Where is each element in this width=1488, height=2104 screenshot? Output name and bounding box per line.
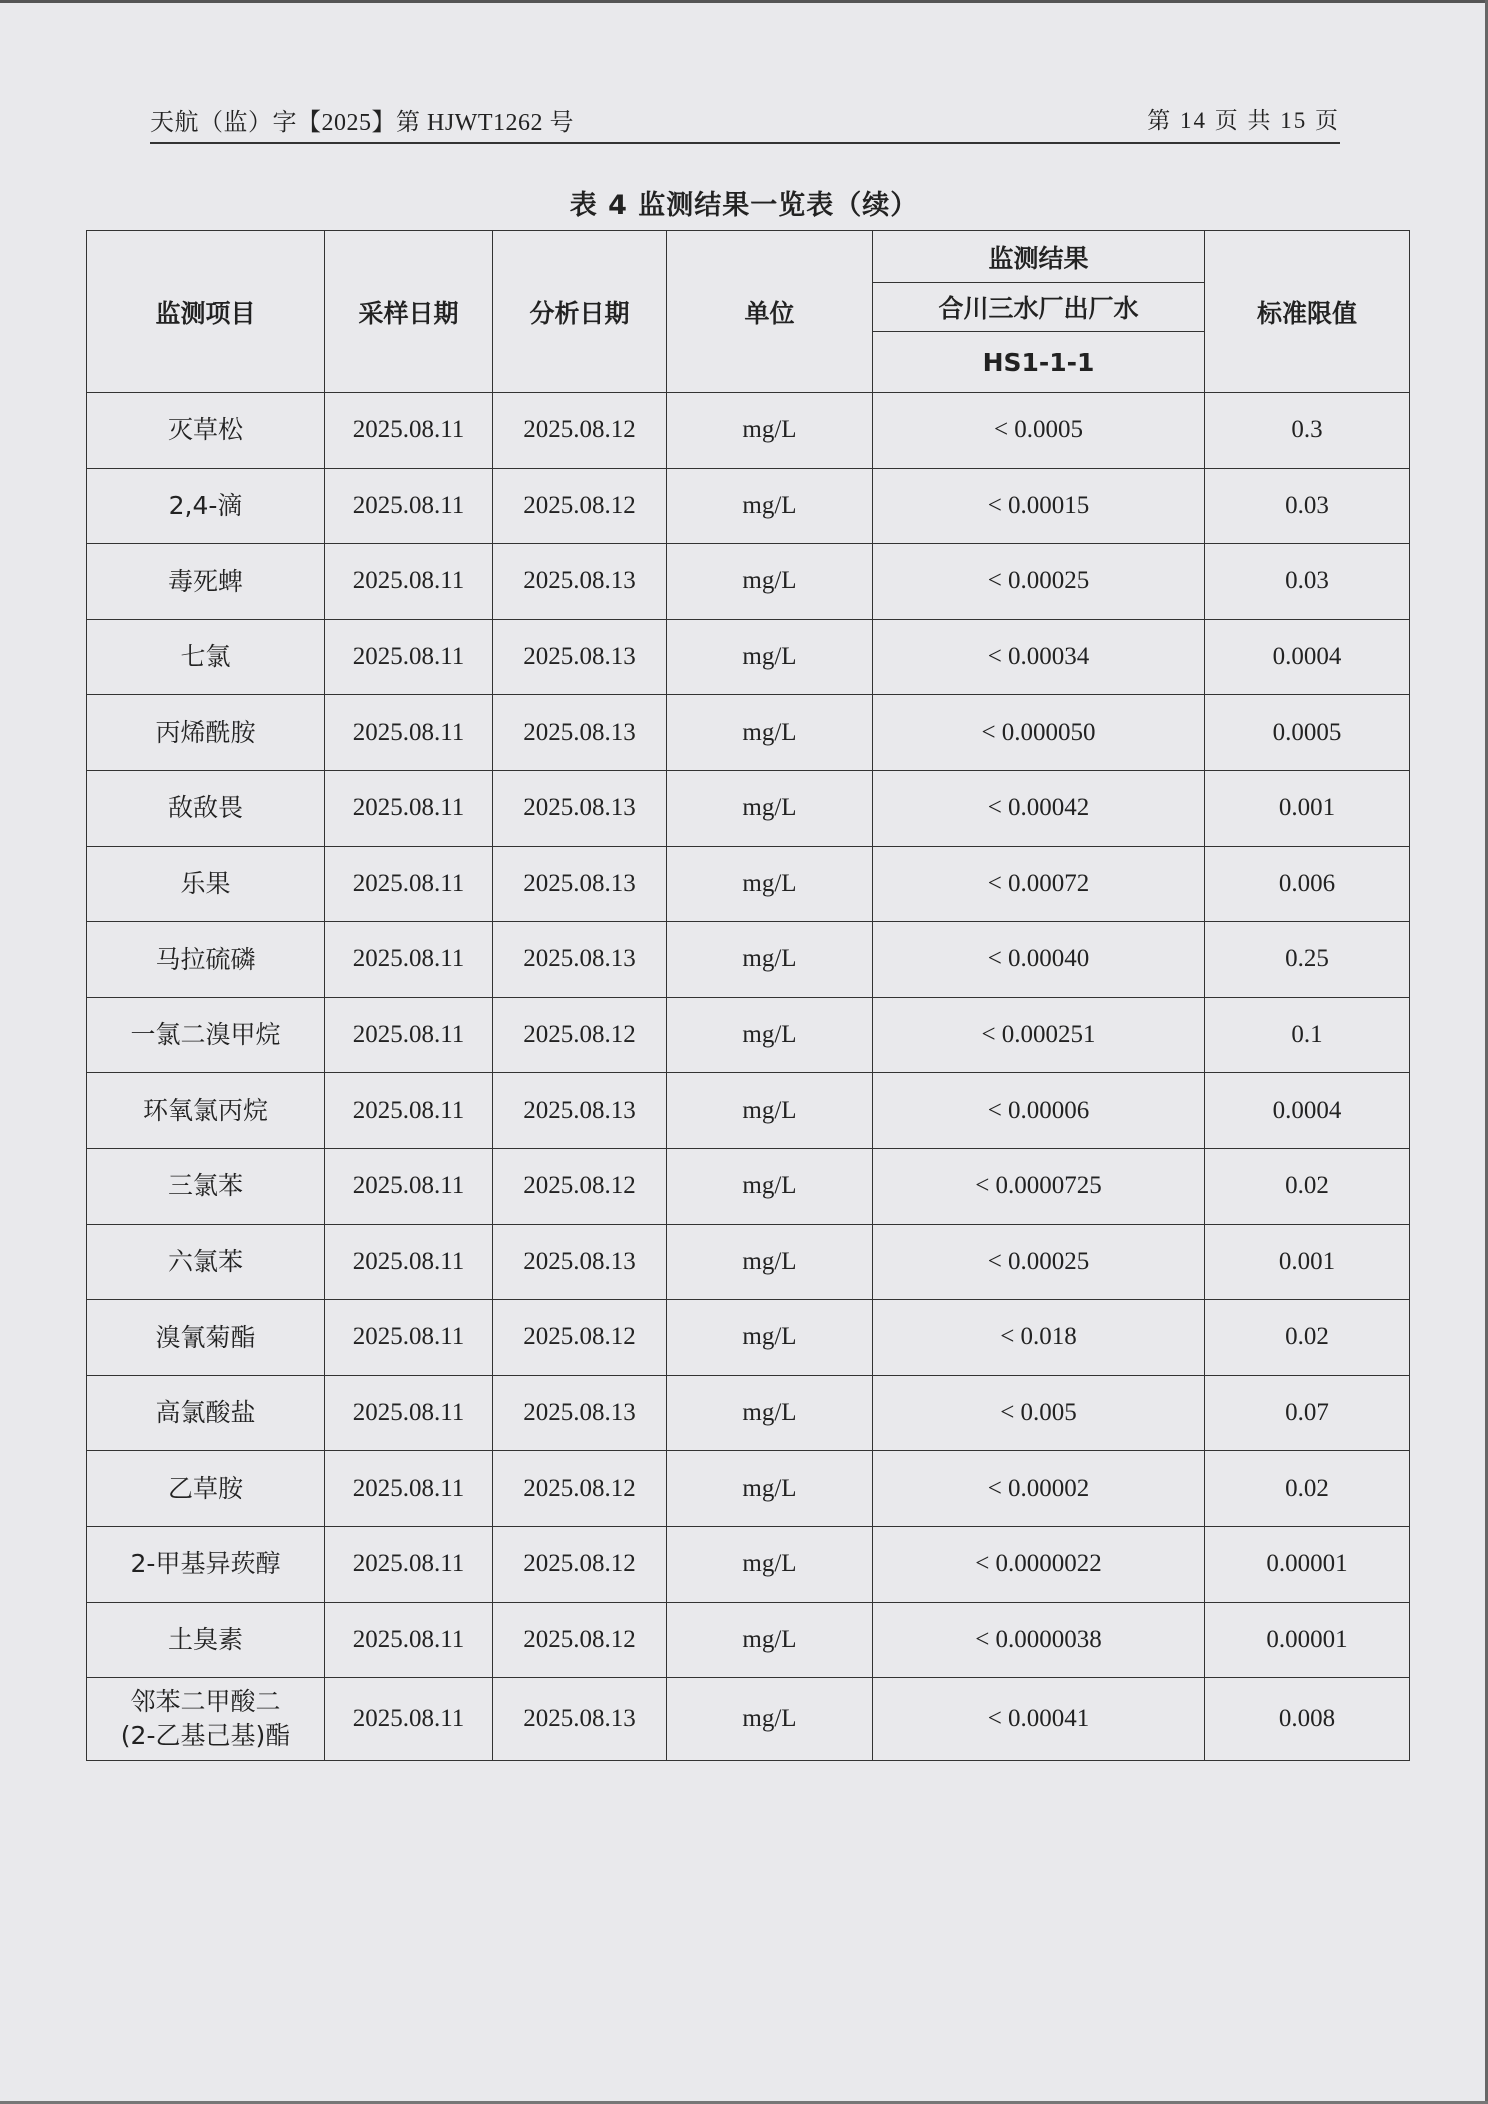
cell-unit: mg/L	[667, 1300, 873, 1376]
table-row	[87, 695, 1410, 771]
cell-result: < 0.018	[873, 1300, 1205, 1376]
header-row	[87, 231, 1410, 283]
cell-result: < 0.00025	[873, 544, 1205, 620]
cell-limit: 0.0004	[1205, 1073, 1410, 1149]
column-header-unit: 单位	[667, 231, 873, 393]
column-header-sample-date: 采样日期	[325, 231, 493, 393]
cell-sample-date: 2025.08.11	[325, 1526, 493, 1602]
column-header-result-group: 监测结果	[873, 231, 1205, 283]
table-row	[87, 922, 1410, 998]
page-number: 第 14 页 共 15 页	[1147, 108, 1340, 133]
cell-result: < 0.00040	[873, 922, 1205, 998]
cell-result: < 0.00025	[873, 1224, 1205, 1300]
cell-sample-date: 2025.08.11	[325, 1451, 493, 1527]
cell-unit: mg/L	[667, 544, 873, 620]
cell-sample-date: 2025.08.11	[325, 770, 493, 846]
cell-sample-date: 2025.08.11	[325, 1224, 493, 1300]
cell-sample-date: 2025.08.11	[325, 846, 493, 922]
cell-unit: mg/L	[667, 922, 873, 998]
cell-result: < 0.00042	[873, 770, 1205, 846]
cell-item: 一氯二溴甲烷	[87, 997, 325, 1073]
table-row	[87, 770, 1410, 846]
cell-sample-date: 2025.08.11	[325, 468, 493, 544]
cell-item: 2,4-滴	[87, 468, 325, 544]
cell-limit: 0.3	[1205, 393, 1410, 469]
cell-sample-date: 2025.08.11	[325, 544, 493, 620]
cell-limit: 0.02	[1205, 1451, 1410, 1527]
cell-sample-date: 2025.08.11	[325, 393, 493, 469]
table-row	[87, 1073, 1410, 1149]
cell-item: 六氯苯	[87, 1224, 325, 1300]
cell-limit: 0.008	[1205, 1678, 1410, 1761]
cell-unit: mg/L	[667, 1602, 873, 1678]
cell-analysis-date: 2025.08.12	[493, 468, 667, 544]
cell-limit: 0.006	[1205, 846, 1410, 922]
cell-analysis-date: 2025.08.12	[493, 1451, 667, 1527]
cell-unit: mg/L	[667, 619, 873, 695]
cell-analysis-date: 2025.08.13	[493, 1375, 667, 1451]
cell-unit: mg/L	[667, 770, 873, 846]
cell-unit: mg/L	[667, 1148, 873, 1224]
cell-item: 灭草松	[87, 393, 325, 469]
cell-analysis-date: 2025.08.13	[493, 846, 667, 922]
cell-analysis-date: 2025.08.13	[493, 1073, 667, 1149]
cell-limit: 0.00001	[1205, 1602, 1410, 1678]
monitoring-results-table	[86, 230, 1410, 1761]
cell-analysis-date: 2025.08.12	[493, 1148, 667, 1224]
page-edge-top	[0, 0, 1488, 3]
cell-item: 溴氰菊酯	[87, 1300, 325, 1376]
column-header-site-name: 合川三水厂出厂水	[873, 283, 1205, 332]
cell-unit: mg/L	[667, 1375, 873, 1451]
cell-sample-date: 2025.08.11	[325, 1375, 493, 1451]
cell-analysis-date: 2025.08.13	[493, 770, 667, 846]
table-row	[87, 1678, 1410, 1761]
cell-analysis-date: 2025.08.12	[493, 1602, 667, 1678]
cell-analysis-date: 2025.08.13	[493, 619, 667, 695]
cell-item: 邻苯二甲酸二 (2-乙基己基)酯	[87, 1678, 325, 1761]
cell-item: 丙烯酰胺	[87, 695, 325, 771]
cell-result: < 0.00002	[873, 1451, 1205, 1527]
cell-analysis-date: 2025.08.13	[493, 544, 667, 620]
cell-unit: mg/L	[667, 997, 873, 1073]
cell-item: 敌敌畏	[87, 770, 325, 846]
cell-result: < 0.00041	[873, 1678, 1205, 1761]
table-body	[87, 393, 1410, 1761]
table-row	[87, 1300, 1410, 1376]
cell-limit: 0.00001	[1205, 1526, 1410, 1602]
table-row	[87, 544, 1410, 620]
table-row	[87, 1602, 1410, 1678]
cell-result: < 0.0000725	[873, 1148, 1205, 1224]
cell-sample-date: 2025.08.11	[325, 695, 493, 771]
table-title: 表 4 监测结果一览表（续）	[569, 190, 919, 221]
table-row	[87, 1451, 1410, 1527]
cell-unit: mg/L	[667, 1073, 873, 1149]
table-row	[87, 468, 1410, 544]
table-header	[87, 231, 1410, 393]
table-row	[87, 846, 1410, 922]
cell-sample-date: 2025.08.11	[325, 1148, 493, 1224]
cell-unit: mg/L	[667, 1678, 873, 1761]
cell-limit: 0.1	[1205, 997, 1410, 1073]
table-row	[87, 1526, 1410, 1602]
cell-limit: 0.02	[1205, 1300, 1410, 1376]
cell-item: 七氯	[87, 619, 325, 695]
report-number: 天航（监）字【2025】第 HJWT1262 号	[150, 110, 574, 136]
cell-unit: mg/L	[667, 695, 873, 771]
cell-result: < 0.0000022	[873, 1526, 1205, 1602]
cell-limit: 0.001	[1205, 770, 1410, 846]
cell-item: 2-甲基异莰醇	[87, 1526, 325, 1602]
cell-sample-date: 2025.08.11	[325, 997, 493, 1073]
column-header-analysis-date: 分析日期	[493, 231, 667, 393]
cell-item: 毒死蜱	[87, 544, 325, 620]
cell-limit: 0.001	[1205, 1224, 1410, 1300]
cell-sample-date: 2025.08.11	[325, 922, 493, 998]
cell-sample-date: 2025.08.11	[325, 619, 493, 695]
table-row	[87, 1224, 1410, 1300]
cell-result: < 0.00015	[873, 468, 1205, 544]
cell-limit: 0.02	[1205, 1148, 1410, 1224]
cell-limit: 0.03	[1205, 544, 1410, 620]
cell-result: < 0.000050	[873, 695, 1205, 771]
cell-analysis-date: 2025.08.13	[493, 1224, 667, 1300]
cell-result: < 0.005	[873, 1375, 1205, 1451]
cell-analysis-date: 2025.08.13	[493, 922, 667, 998]
cell-analysis-date: 2025.08.12	[493, 997, 667, 1073]
cell-limit: 0.0004	[1205, 619, 1410, 695]
column-header-item: 监测项目	[87, 231, 325, 393]
cell-analysis-date: 2025.08.12	[493, 1526, 667, 1602]
cell-item: 土臭素	[87, 1602, 325, 1678]
cell-result: < 0.00034	[873, 619, 1205, 695]
cell-limit: 0.03	[1205, 468, 1410, 544]
cell-item: 三氯苯	[87, 1148, 325, 1224]
table-row	[87, 997, 1410, 1073]
table-row	[87, 1375, 1410, 1451]
cell-result: < 0.0005	[873, 393, 1205, 469]
cell-unit: mg/L	[667, 1224, 873, 1300]
table-row	[87, 393, 1410, 469]
cell-sample-date: 2025.08.11	[325, 1073, 493, 1149]
cell-analysis-date: 2025.08.12	[493, 1300, 667, 1376]
cell-result: < 0.0000038	[873, 1602, 1205, 1678]
cell-result: < 0.000251	[873, 997, 1205, 1073]
cell-sample-date: 2025.08.11	[325, 1678, 493, 1761]
cell-unit: mg/L	[667, 1526, 873, 1602]
cell-analysis-date: 2025.08.12	[493, 393, 667, 469]
cell-unit: mg/L	[667, 1451, 873, 1527]
cell-item: 乙草胺	[87, 1451, 325, 1527]
cell-sample-date: 2025.08.11	[325, 1300, 493, 1376]
cell-unit: mg/L	[667, 468, 873, 544]
column-header-site-code: HS1-1-1	[873, 332, 1205, 393]
table-row	[87, 1148, 1410, 1224]
page-header	[150, 102, 1340, 144]
column-header-limit: 标准限值	[1205, 231, 1410, 393]
table-row	[87, 619, 1410, 695]
cell-analysis-date: 2025.08.13	[493, 695, 667, 771]
cell-result: < 0.00072	[873, 846, 1205, 922]
cell-unit: mg/L	[667, 846, 873, 922]
cell-item: 高氯酸盐	[87, 1375, 325, 1451]
cell-item: 环氧氯丙烷	[87, 1073, 325, 1149]
cell-item: 乐果	[87, 846, 325, 922]
cell-limit: 0.07	[1205, 1375, 1410, 1451]
cell-limit: 0.0005	[1205, 695, 1410, 771]
cell-result: < 0.00006	[873, 1073, 1205, 1149]
cell-item: 马拉硫磷	[87, 922, 325, 998]
cell-limit: 0.25	[1205, 922, 1410, 998]
cell-sample-date: 2025.08.11	[325, 1602, 493, 1678]
cell-analysis-date: 2025.08.13	[493, 1678, 667, 1761]
cell-unit: mg/L	[667, 393, 873, 469]
